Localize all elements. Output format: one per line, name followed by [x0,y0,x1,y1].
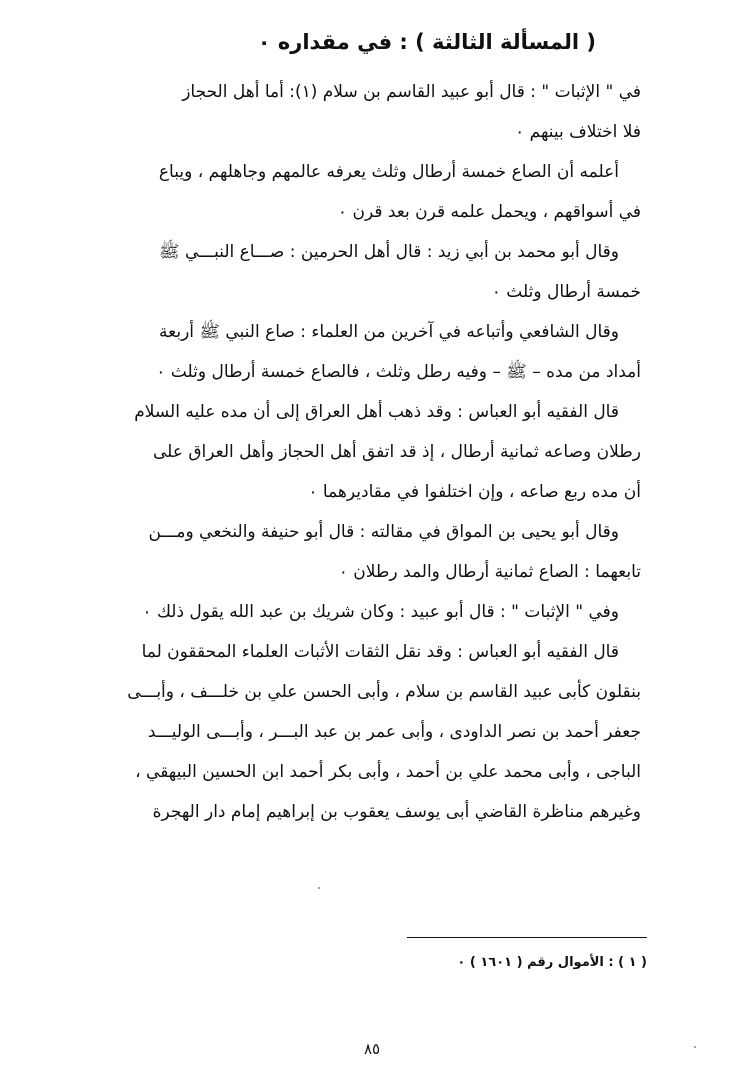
text-line: وقال أبو يحيى بن المواق في مقالته : قال أبو حنيفة والنخعي ومـــن [148,522,619,542]
footnote: ( ١ ) : الأموال رقم ( ١٦٠١ ) ٠ [457,955,647,970]
text-line: تابعهما : الصاع ثمانية أرطال والمد رطلان ٠ [338,562,641,582]
text-line: أعلمه أن الصاع خمسة أرطال وثلث يعرفه عالمهم وجاهلهم ، ويباع [158,162,619,182]
text-line: خمسة أرطال وثلث ٠ [491,282,641,302]
text-line: أن مده ربع صاعه ، وإن اختلفوا في مقاديرهما ٠ [308,482,641,502]
text-line: قال الفقيه أبو العباس : وقد نقل الثقات الأثبات العلماء المحققون لما [141,642,619,662]
text-line: وفي " الإثبات " : قال أبو عبيد : وكان شريك بن عبد الله يقول ذلك ٠ [142,602,619,622]
section-heading: ( المسألة الثالثة ) : في مقداره ٠ [257,30,596,54]
text-line: بنقلون كأبى عبيد القاسم بن سلام ، وأبى الحسن علي بن خلـــف ، وأبـــى [127,682,641,702]
scan-speck [318,887,320,889]
text-line: أمداد من مده – ﷺ – وفيه رطل وثلث ، فالصاع خمسة أرطال وثلث ٠ [156,362,641,382]
text-line: في " الإثبات " : قال أبو عبيد القاسم بن سلام (١): أما أهل الحجاز [182,82,641,102]
text-line: رطلان وصاعه ثمانية أرطال ، إذ قد اتفق أهل الحجاز وأهل العراق على [153,442,641,462]
text-line: فلا اختلاف بينهم ٠ [515,122,641,142]
text-line: وغيرهم مناظرة القاضي أبى يوسف يعقوب بن إبراهيم إمام دار الهجرة [152,802,641,822]
text-line: وقال الشافعي وأتباعه في آخرين من العلماء : صاع النبي ﷺ أربعة [159,322,619,342]
text-line: في أسواقهم ، ويحمل علمه قرن بعد قرن ٠ [337,202,641,222]
scan-speck [694,1046,696,1048]
text-line: الباجى ، وأبى محمد علي بن أحمد ، وأبى بكر أحمد ابن الحسين البيهقي ، [135,762,641,782]
text-line: قال الفقيه أبو العباس : وقد ذهب أهل العراق إلى أن مده عليه السلام [134,402,619,422]
footnote-divider [407,937,647,938]
page-number: ٨٥ [363,1040,381,1058]
text-line: وقال أبو محمد بن أبي زيد : قال أهل الحرمين : صـــاع النبـــي ﷺ [159,242,619,262]
body-text [81,72,641,832]
text-line: جعفر أحمد بن نصر الداودى ، وأبى عمر بن عبد البـــر ، وأبـــى الوليـــد [147,722,641,742]
